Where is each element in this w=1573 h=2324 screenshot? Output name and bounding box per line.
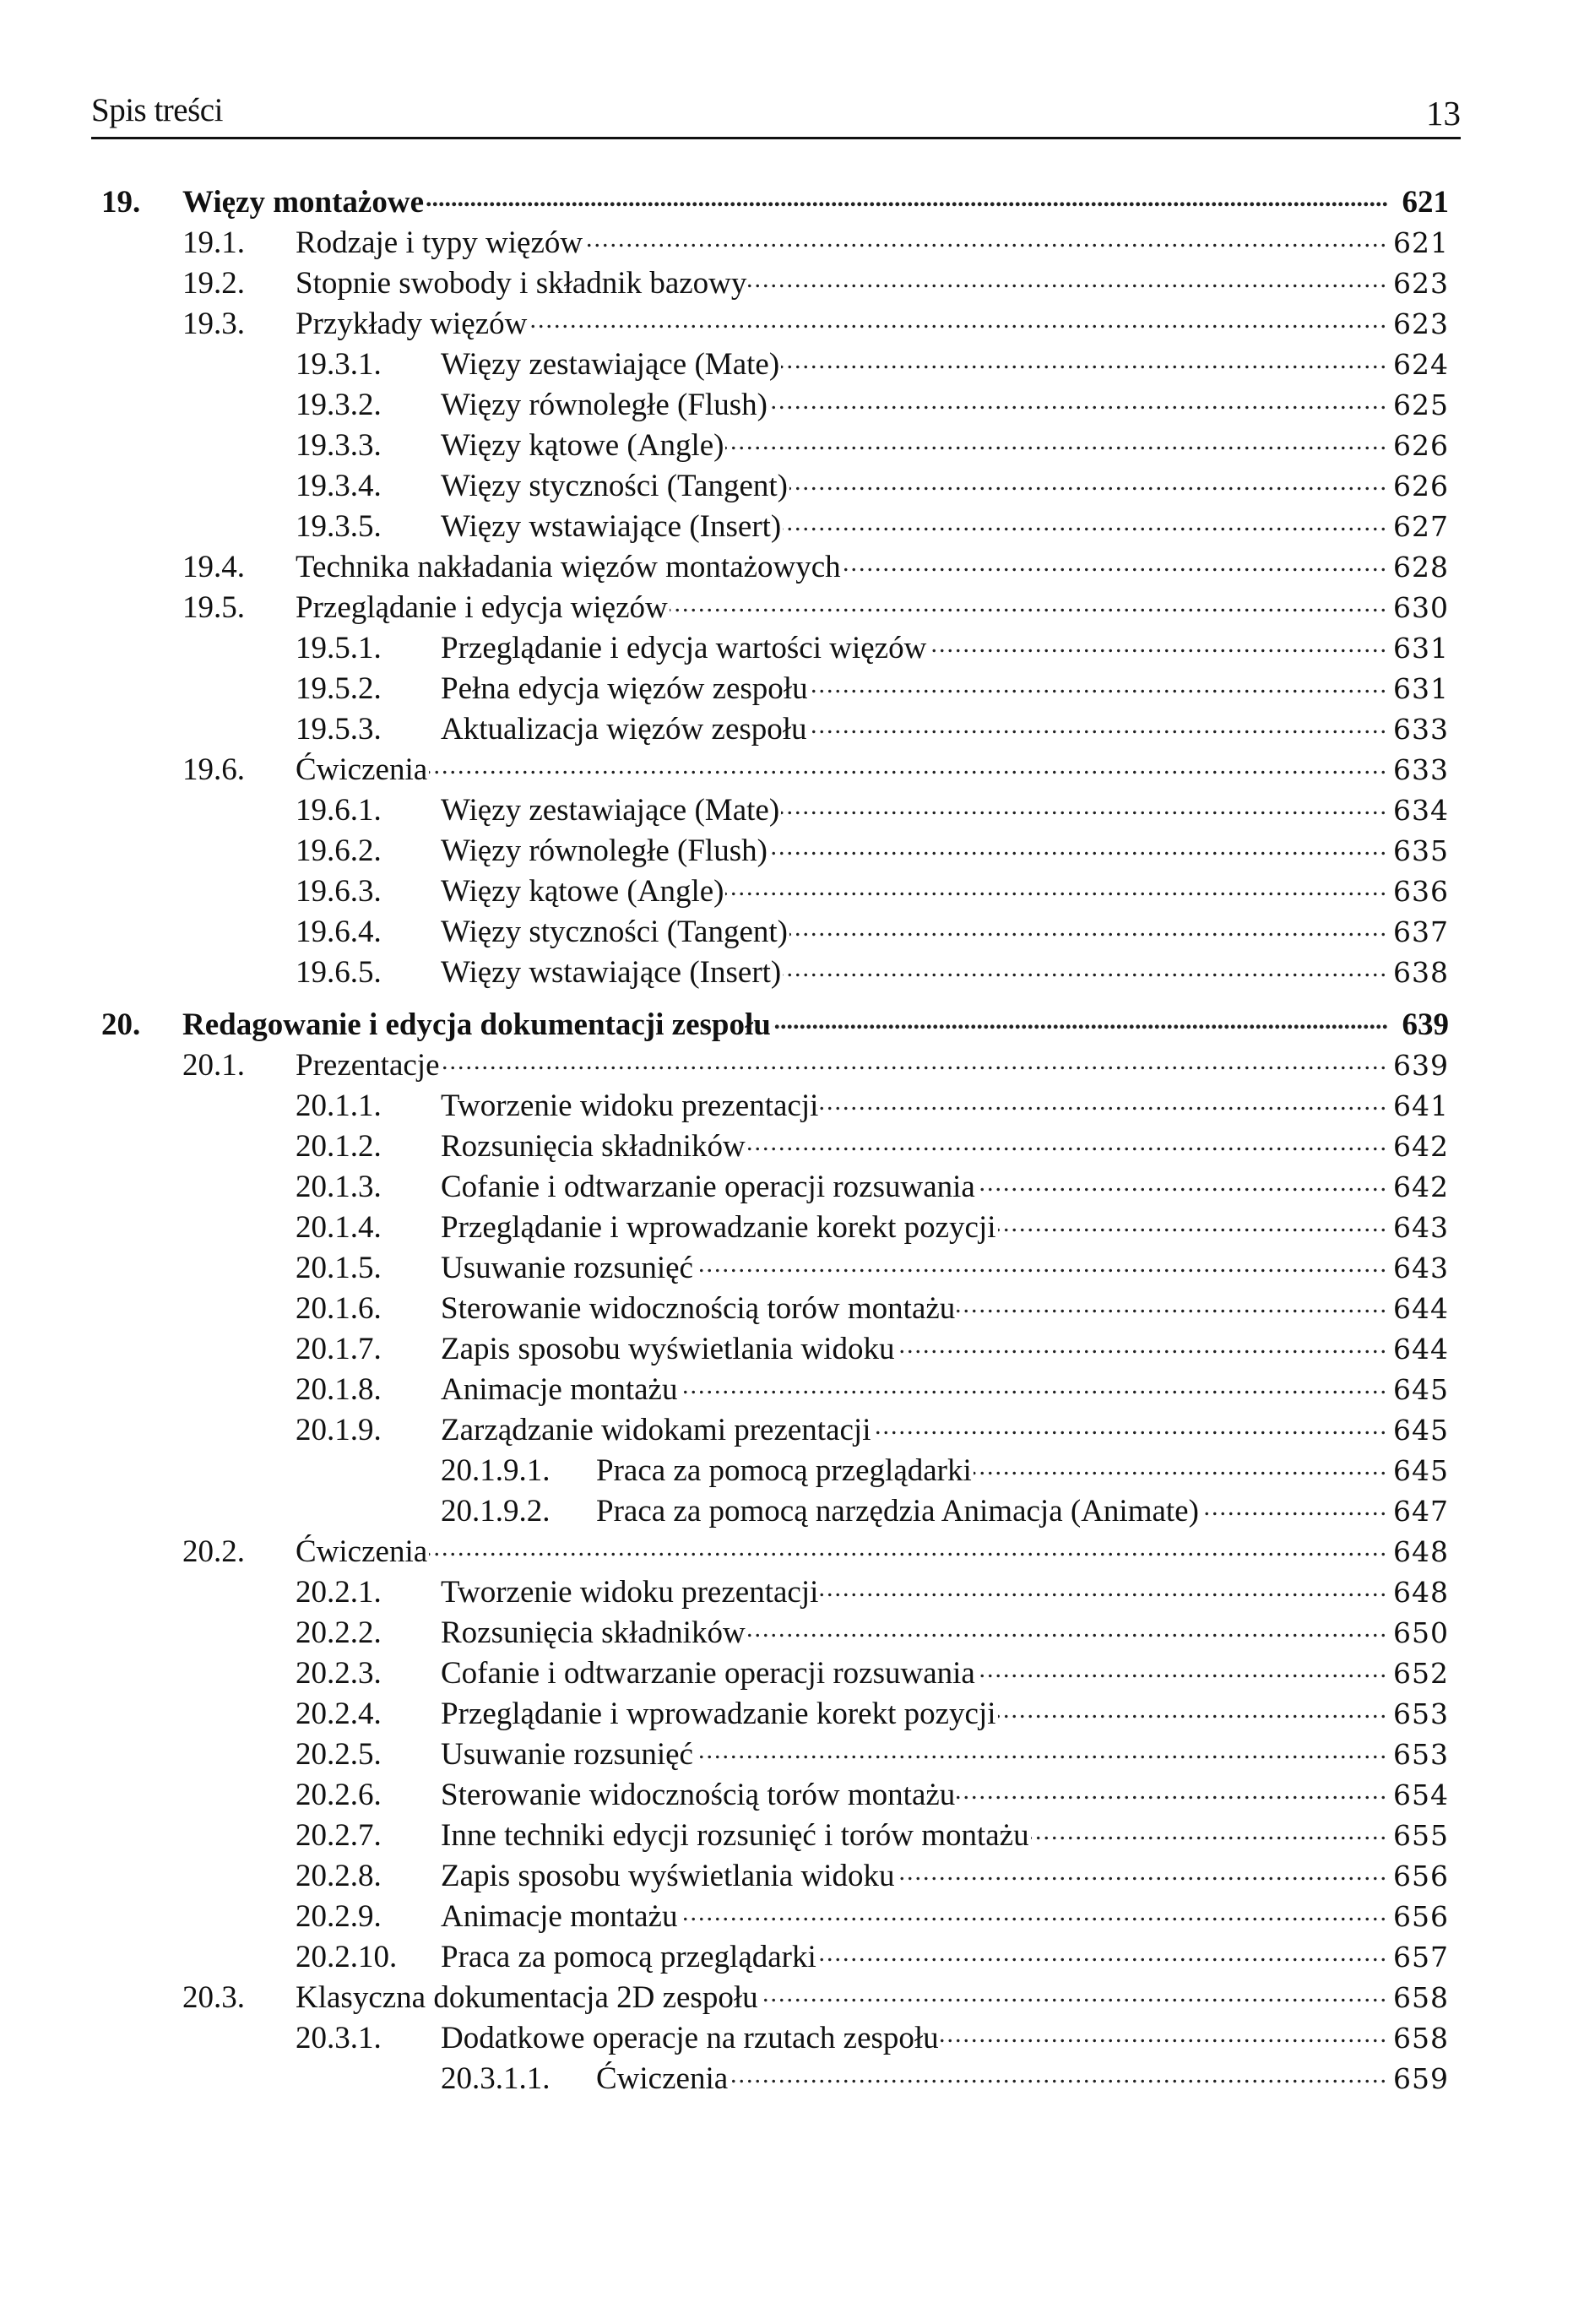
toc-entry-page: 635 xyxy=(1393,834,1449,867)
toc-entry-page: 642 xyxy=(1393,1170,1449,1203)
toc-entry-number: 19.3.5. xyxy=(296,509,382,544)
toc-entry[interactable] xyxy=(101,1652,1449,1692)
toc-entry[interactable] xyxy=(101,1571,1449,1611)
dot-leader xyxy=(781,343,1388,374)
toc-entry[interactable] xyxy=(101,1165,1449,1206)
toc-entry-title: Prezentacje xyxy=(296,1048,440,1083)
dot-leader xyxy=(789,910,1388,942)
toc-entry-page: 659 xyxy=(1393,2062,1449,2095)
toc-entry-page: 643 xyxy=(1393,1211,1449,1244)
toc-entry-title: Rodzaje i typy więzów xyxy=(296,225,583,260)
toc-entry[interactable] xyxy=(101,1125,1449,1165)
toc-entry-page: 625 xyxy=(1393,388,1449,421)
toc-entry-number: 19.6.5. xyxy=(296,955,382,990)
dot-leader xyxy=(873,1409,1389,1440)
toc-entry-page: 650 xyxy=(1393,1616,1449,1649)
toc-entry-page: 637 xyxy=(1393,915,1449,948)
toc-entry[interactable] xyxy=(101,667,1449,708)
toc-entry-page: 644 xyxy=(1393,1292,1449,1325)
table-of-contents xyxy=(101,181,1449,2098)
toc-entry-title: Inne techniki edycji rozsunięć i torów montażu xyxy=(441,1818,1029,1853)
dot-leader xyxy=(426,181,1388,212)
toc-entry-title: Więzy równoległe (Flush) xyxy=(441,388,768,422)
toc-entry-title: Klasyczna dokumentacja 2D zespołu xyxy=(296,1980,758,2015)
toc-entry-number: 19.3.3. xyxy=(296,428,382,463)
toc-entry-title: Cofanie i odtwarzanie operacji rozsuwania xyxy=(441,1656,975,1691)
toc-entry-number: 20.1.8. xyxy=(296,1372,382,1407)
toc-entry[interactable] xyxy=(101,586,1449,627)
toc-entry-page: 654 xyxy=(1393,1778,1449,1811)
toc-entry-title: Aktualizacja więzów zespołu xyxy=(441,712,807,747)
toc-entry-page: 641 xyxy=(1393,1089,1449,1122)
toc-entry-number: 19.4. xyxy=(182,550,245,584)
toc-entry-title: Stopnie swobody i składnik bazowy xyxy=(296,266,747,301)
toc-entry-number: 20.1.3. xyxy=(296,1170,382,1204)
toc-entry-page: 628 xyxy=(1393,551,1449,584)
toc-entry[interactable] xyxy=(101,789,1449,829)
toc-entry-page: 634 xyxy=(1393,794,1449,827)
toc-entry[interactable] xyxy=(101,708,1449,748)
toc-entry[interactable] xyxy=(101,1854,1449,1895)
toc-entry-page: 631 xyxy=(1393,672,1449,705)
toc-entry-number: 20.2.3. xyxy=(296,1656,382,1691)
dot-leader xyxy=(928,627,1388,658)
toc-entry[interactable] xyxy=(101,1814,1449,1854)
toc-entry-title: Animacje montażu xyxy=(441,1372,678,1407)
toc-entry-number: 20.2.6. xyxy=(296,1778,382,1812)
toc-entry-number: 20.2.2. xyxy=(296,1615,382,1650)
toc-entry-number: 19.6.4. xyxy=(296,915,382,949)
toc-entry-title: Więzy montażowe xyxy=(182,185,424,220)
dot-leader xyxy=(529,302,1388,334)
toc-entry-number: 20.2.1. xyxy=(296,1575,382,1610)
toc-entry-title: Usuwanie rozsunięć xyxy=(441,1737,693,1772)
dot-leader xyxy=(725,424,1388,455)
toc-entry-page: 643 xyxy=(1393,1252,1449,1284)
toc-entry[interactable] xyxy=(101,829,1449,870)
toc-entry-page: 658 xyxy=(1393,2022,1449,2055)
toc-entry-title: Usuwanie rozsunięć xyxy=(441,1251,693,1285)
toc-entry-page: 645 xyxy=(1393,1414,1449,1447)
toc-entry-title: Zarządzanie widokami prezentacji xyxy=(441,1413,871,1447)
dot-leader xyxy=(695,1246,1388,1278)
toc-entry-number: 20.3. xyxy=(182,1980,245,2015)
toc-entry-number: 19.6.1. xyxy=(296,793,382,828)
dot-leader xyxy=(760,1976,1388,2007)
dot-leader xyxy=(998,1206,1388,1237)
toc-entry[interactable] xyxy=(101,748,1449,789)
toc-entry[interactable] xyxy=(101,1895,1449,1936)
toc-entry-title: Rozsunięcia składników xyxy=(441,1129,746,1164)
toc-entry-title: Zapis sposobu wyświetlania widoku xyxy=(441,1332,895,1366)
toc-entry-page: 652 xyxy=(1393,1657,1449,1690)
toc-entry-number: 19.6.3. xyxy=(296,874,382,909)
dot-leader xyxy=(679,1895,1388,1926)
toc-entry-title: Więzy zestawiające (Mate) xyxy=(441,347,780,382)
toc-entry-title: Przeglądanie i edycja wartości więzów xyxy=(441,631,927,665)
dot-leader xyxy=(783,505,1388,536)
toc-entry-number: 20.3.1.1. xyxy=(441,2061,551,2096)
toc-entry-number: 19.3.4. xyxy=(296,469,382,503)
running-header-title: Spis treści xyxy=(91,92,223,128)
toc-entry-title: Więzy wstawiające (Insert) xyxy=(441,509,782,544)
toc-entry[interactable] xyxy=(101,383,1449,424)
dot-leader xyxy=(1201,1490,1388,1521)
toc-entry-title: Praca za pomocą przeglądarki xyxy=(441,1940,816,1974)
dot-leader xyxy=(783,951,1388,982)
toc-entry[interactable] xyxy=(101,302,1449,343)
header-rule xyxy=(91,137,1461,139)
toc-entry-page: 626 xyxy=(1393,429,1449,462)
toc-entry[interactable] xyxy=(101,1287,1449,1328)
toc-entry-title: Ćwiczenia xyxy=(596,2061,729,2096)
toc-entry[interactable] xyxy=(101,1692,1449,1733)
toc-entry[interactable] xyxy=(101,2017,1449,2057)
toc-entry-title: Rozsunięcia składników xyxy=(441,1615,746,1650)
dot-leader xyxy=(429,748,1388,779)
toc-entry-number: 20.1.9. xyxy=(296,1413,382,1447)
dot-leader xyxy=(429,1530,1388,1561)
toc-entry-page: 656 xyxy=(1393,1860,1449,1892)
dot-leader xyxy=(1031,1814,1388,1845)
toc-entry[interactable] xyxy=(101,1328,1449,1368)
toc-entry-number: 20.2.8. xyxy=(296,1859,382,1893)
toc-entry[interactable] xyxy=(101,1044,1449,1084)
toc-entry-number: 19.5.1. xyxy=(296,631,382,665)
toc-entry-page: 624 xyxy=(1393,348,1449,381)
toc-entry-page: 639 xyxy=(1402,1007,1449,1042)
dot-leader xyxy=(820,1084,1388,1116)
dot-leader xyxy=(957,1287,1388,1318)
toc-entry-number: 20.1.2. xyxy=(296,1129,382,1164)
dot-leader xyxy=(679,1368,1388,1399)
toc-entry-number: 20.1.9.1. xyxy=(441,1453,551,1488)
toc-entry-number: 19. xyxy=(101,185,141,220)
toc-entry[interactable] xyxy=(101,1733,1449,1773)
toc-entry-page: 638 xyxy=(1393,956,1449,989)
dot-leader xyxy=(957,1773,1388,1805)
toc-entry-page: 653 xyxy=(1393,1738,1449,1771)
toc-entry-number: 20.2.10. xyxy=(296,1940,398,1974)
dot-leader xyxy=(998,1692,1388,1724)
toc-entry-page: 633 xyxy=(1393,713,1449,746)
toc-entry-page: 644 xyxy=(1393,1333,1449,1366)
toc-entry[interactable] xyxy=(101,1206,1449,1246)
dot-leader xyxy=(695,1733,1388,1764)
toc-entry-number: 19.5.2. xyxy=(296,671,382,706)
toc-entry-title: Dodatkowe operacje na rzutach zespołu xyxy=(441,2021,939,2055)
toc-chapter-entry[interactable] xyxy=(101,181,1449,221)
toc-entry-number: 20.1.1. xyxy=(296,1089,382,1123)
toc-entry-title: Więzy kątowe (Angle) xyxy=(441,428,724,463)
toc-entry[interactable] xyxy=(101,221,1449,262)
toc-entry-title: Tworzenie widoku prezentacji xyxy=(441,1575,819,1610)
toc-entry-page: 633 xyxy=(1393,753,1449,786)
dot-leader xyxy=(769,383,1388,415)
toc-entry-page: 623 xyxy=(1393,267,1449,300)
toc-entry-number: 20.3.1. xyxy=(296,2021,382,2055)
toc-entry-title: Więzy styczności (Tangent) xyxy=(441,469,788,503)
toc-entry-page: 623 xyxy=(1393,307,1449,340)
toc-entry[interactable] xyxy=(101,1490,1449,1530)
toc-entry-title: Sterowanie widocznością torów montażu xyxy=(441,1291,956,1326)
page-header xyxy=(91,91,1461,138)
toc-entry-title: Cofanie i odtwarzanie operacji rozsuwania xyxy=(441,1170,975,1204)
toc-entry-page: 647 xyxy=(1393,1495,1449,1528)
toc-entry-number: 20.1.7. xyxy=(296,1332,382,1366)
toc-chapter-entry[interactable] xyxy=(101,1003,1449,1044)
toc-entry-title: Przeglądanie i wprowadzanie korekt pozycji xyxy=(441,1697,996,1731)
toc-entry-page: 657 xyxy=(1393,1941,1449,1974)
toc-entry-page: 621 xyxy=(1393,226,1449,259)
toc-entry-number: 19.5.3. xyxy=(296,712,382,747)
toc-entry-title: Przeglądanie i wprowadzanie korekt pozycji xyxy=(441,1210,996,1245)
toc-entry-number: 20.2. xyxy=(182,1534,245,1569)
dot-leader xyxy=(748,262,1388,293)
dot-leader xyxy=(584,221,1388,252)
toc-entry-page: 630 xyxy=(1393,591,1449,624)
toc-entry-page: 645 xyxy=(1393,1454,1449,1487)
toc-entry-number: 19.6. xyxy=(182,752,245,787)
toc-entry-title: Tworzenie widoku prezentacji xyxy=(441,1089,819,1123)
toc-entry-number: 19.3.2. xyxy=(296,388,382,422)
dot-leader xyxy=(809,708,1388,739)
toc-entry-title: Ćwiczenia xyxy=(296,1534,428,1569)
toc-entry-title: Ćwiczenia xyxy=(296,752,428,787)
toc-entry-number: 20.1.4. xyxy=(296,1210,382,1245)
toc-entry-title: Sterowanie widocznością torów montażu xyxy=(441,1778,956,1812)
toc-entry[interactable] xyxy=(101,2057,1449,2098)
toc-entry-number: 20.2.9. xyxy=(296,1899,382,1934)
toc-entry-number: 19.6.2. xyxy=(296,833,382,868)
dot-leader xyxy=(977,1165,1388,1197)
toc-entry-title: Więzy styczności (Tangent) xyxy=(441,915,788,949)
toc-entry[interactable] xyxy=(101,1409,1449,1449)
dot-leader xyxy=(789,464,1388,496)
toc-entry-page: 636 xyxy=(1393,875,1449,908)
toc-entry[interactable] xyxy=(101,464,1449,505)
toc-entry-number: 19.3.1. xyxy=(296,347,382,382)
toc-entry-title: Animacje montażu xyxy=(441,1899,678,1934)
toc-entry[interactable] xyxy=(101,951,1449,991)
toc-entry-number: 20.2.4. xyxy=(296,1697,382,1731)
running-header-page-number: 13 xyxy=(1426,94,1461,133)
toc-entry-number: 20.1. xyxy=(182,1048,245,1083)
toc-entry[interactable] xyxy=(101,1449,1449,1490)
toc-entry-page: 642 xyxy=(1393,1130,1449,1163)
dot-leader xyxy=(810,667,1388,698)
toc-entry-title: Przykłady więzów xyxy=(296,307,528,341)
dot-leader xyxy=(769,829,1388,861)
dot-leader xyxy=(896,1854,1388,1886)
toc-entry[interactable] xyxy=(101,1368,1449,1409)
dot-leader xyxy=(941,2017,1388,2048)
toc-entry-page: 639 xyxy=(1393,1049,1449,1082)
dot-leader xyxy=(747,1125,1388,1156)
toc-entry[interactable] xyxy=(101,424,1449,464)
toc-entry[interactable] xyxy=(101,627,1449,667)
toc-entry[interactable] xyxy=(101,546,1449,586)
toc-entry-page: 627 xyxy=(1393,510,1449,543)
toc-entry-page: 631 xyxy=(1393,632,1449,665)
toc-entry-title: Więzy zestawiające (Mate) xyxy=(441,793,780,828)
toc-entry-title: Więzy równoległe (Flush) xyxy=(441,833,768,868)
toc-entry-number: 19.1. xyxy=(182,225,245,260)
toc-entry-number: 20. xyxy=(101,1007,141,1042)
toc-entry-page: 621 xyxy=(1402,185,1449,220)
toc-entry-number: 20.1.5. xyxy=(296,1251,382,1285)
toc-entry-title: Pełna edycja więzów zespołu xyxy=(441,671,808,706)
dot-leader xyxy=(818,1936,1388,1967)
toc-entry-page: 656 xyxy=(1393,1900,1449,1933)
toc-entry-title: Więzy kątowe (Angle) xyxy=(441,874,724,909)
toc-entry[interactable] xyxy=(101,1084,1449,1125)
toc-entry-number: 19.5. xyxy=(182,590,245,625)
toc-entry[interactable] xyxy=(101,505,1449,546)
toc-entry[interactable] xyxy=(101,1530,1449,1571)
toc-entry-page: 648 xyxy=(1393,1535,1449,1568)
toc-entry[interactable] xyxy=(101,870,1449,910)
dot-leader xyxy=(747,1611,1388,1643)
toc-entry-page: 645 xyxy=(1393,1373,1449,1406)
toc-entry-title: Więzy wstawiające (Insert) xyxy=(441,955,782,990)
toc-entry-title: Technika nakładania więzów montażowych xyxy=(296,550,841,584)
toc-entry-page: 648 xyxy=(1393,1576,1449,1609)
toc-entry[interactable] xyxy=(101,262,1449,302)
dot-leader xyxy=(725,870,1388,901)
toc-entry-number: 20.2.5. xyxy=(296,1737,382,1772)
dot-leader xyxy=(977,1652,1388,1683)
toc-entry-title: Praca za pomocą przeglądarki xyxy=(596,1453,972,1488)
dot-leader xyxy=(974,1449,1388,1480)
dot-leader xyxy=(843,546,1388,577)
toc-entry-page: 658 xyxy=(1393,1981,1449,2014)
toc-entry[interactable] xyxy=(101,910,1449,951)
toc-entry-number: 20.1.6. xyxy=(296,1291,382,1326)
toc-entry-title: Praca za pomocą narzędzia Animacja (Animate) xyxy=(596,1494,1199,1529)
toc-entry[interactable] xyxy=(101,1773,1449,1814)
toc-entry-page: 626 xyxy=(1393,470,1449,502)
dot-leader xyxy=(670,586,1388,617)
toc-entry[interactable] xyxy=(101,343,1449,383)
toc-entry-page: 653 xyxy=(1393,1697,1449,1730)
toc-entry-page: 655 xyxy=(1393,1819,1449,1852)
toc-entry-number: 20.2.7. xyxy=(296,1818,382,1853)
toc-entry[interactable] xyxy=(101,1936,1449,1976)
toc-entry-title: Przeglądanie i edycja więzów xyxy=(296,590,668,625)
dot-leader xyxy=(773,1003,1388,1034)
toc-entry[interactable] xyxy=(101,1246,1449,1287)
toc-entry-title: Redagowanie i edycja dokumentacji zespołu xyxy=(182,1007,771,1042)
dot-leader xyxy=(896,1328,1388,1359)
dot-leader xyxy=(730,2057,1388,2088)
dot-leader xyxy=(442,1044,1389,1075)
toc-entry-number: 19.2. xyxy=(182,266,245,301)
dot-leader xyxy=(820,1571,1388,1602)
toc-entry[interactable] xyxy=(101,1976,1449,2017)
toc-entry-number: 20.1.9.2. xyxy=(441,1494,551,1529)
dot-leader xyxy=(781,789,1388,820)
toc-entry-title: Zapis sposobu wyświetlania widoku xyxy=(441,1859,895,1893)
toc-entry-number: 19.3. xyxy=(182,307,245,341)
toc-entry[interactable] xyxy=(101,1611,1449,1652)
